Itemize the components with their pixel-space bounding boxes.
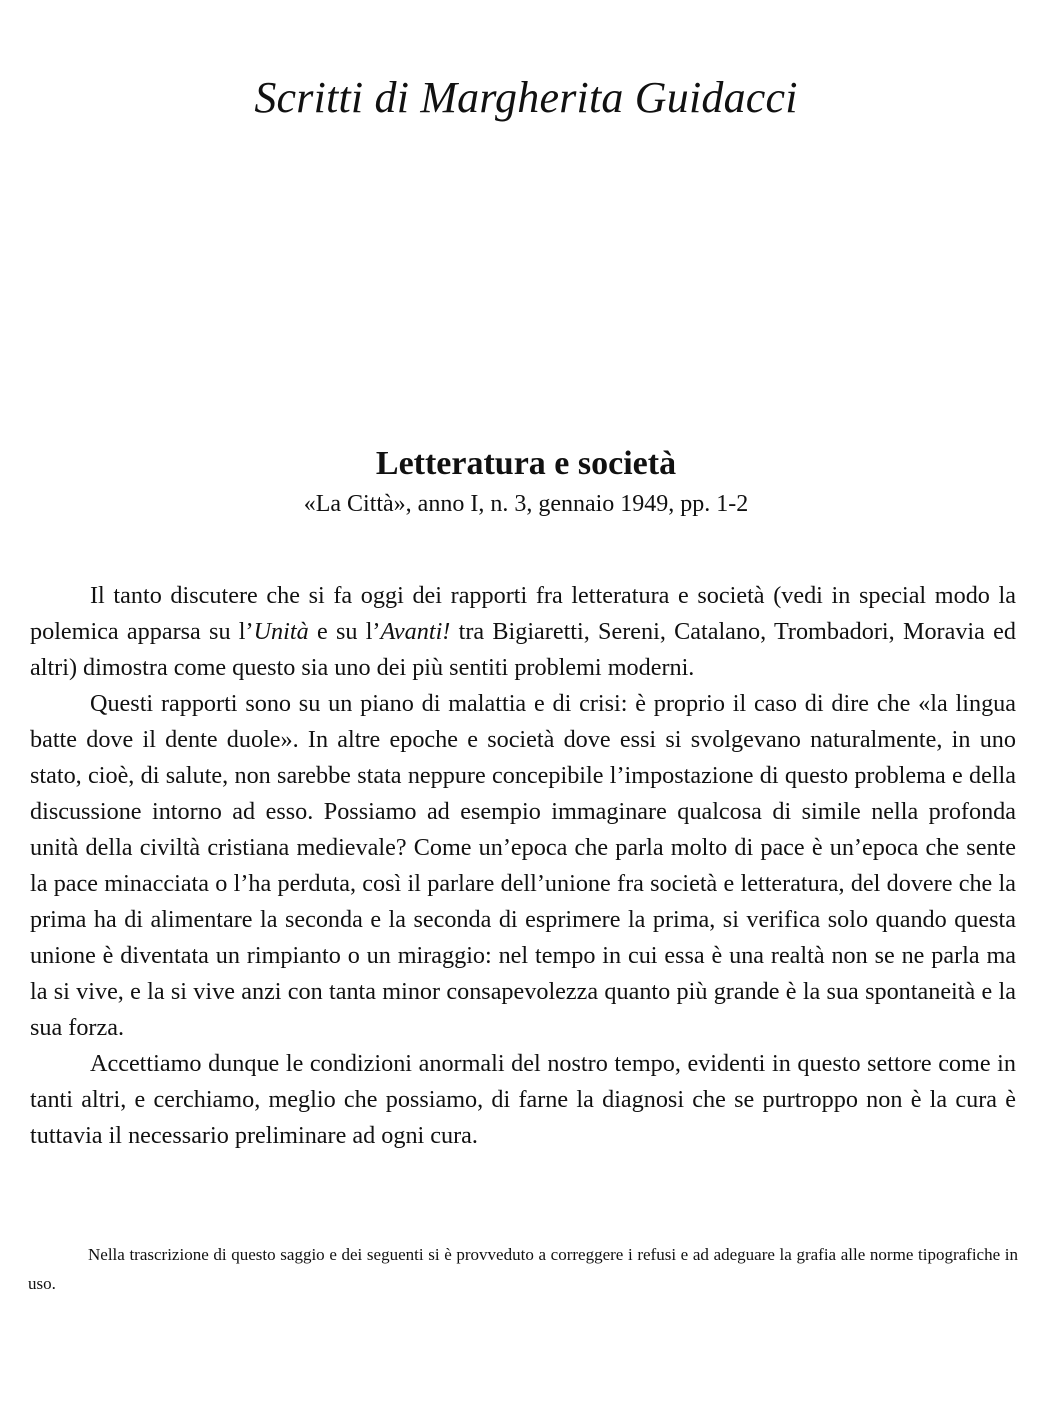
paragraph-1-text-b: e su l’ [308,618,381,645]
paragraph-1 [30,578,1016,686]
paragraph-1-text-c: tra Bigiaretti, Sereni, Catalano, Trombadori, Moravia ed altri) dimostra come questo sia uno dei più sentiti problemi moderni. [30,618,1016,681]
essay-body [30,578,1016,1154]
paragraph-3: Accettiamo dunque le condizioni anormali del nostro tempo, evidenti in questo settore come in tanti altri, e cerchiamo, meglio che possiamo, di farne la diagnosi che se purtroppo non è la cura è tuttavia il necessario preliminare ad ogni cura. [30,1050,1016,1149]
essay-source: «La Città», anno I, n. 3, gennaio 1949, pp. 1-2 [303,491,749,517]
footnote-text: Nella trascrizione di questo saggio e dei seguenti si è provveduto a correggere i refusi e ad adeguare la grafia alle norme tipografiche in uso. [28,1245,1018,1293]
running-title: Scritti di Margherita Guidacci [254,73,798,122]
footnote [28,1240,1018,1298]
paragraph-1-text-a: Il tanto discutere che si fa oggi dei rapporti fra letteratura e società (vedi in special modo la polemica apparsa su l’ [30,582,1016,645]
paragraph-2: Questi rapporti sono su un piano di malattia e di crisi: è proprio il caso di dire che «la lingua batte dove il dente duole». In altre epoche e società dove essi si svolgevano naturalmente, in uno stato, cioè, di salute, non sarebbe stata neppure concepibile l’impostazione di questo problema e della discussione intorno ad esso. Possiamo ad esempio immaginare qualcosa di simile nella profonda unità della civiltà cristiana medievale? Come un’epoca che parla molto di pace è un’epoca che sente la pace minacciata o l’ha perduta, così il parlare dell’unione fra società e letteratura, del dovere che la prima ha di alimentare la seconda e la seconda di esprimere la prima, si verifica solo quando questa unione è diventata un rimpianto o un miraggio: nel tempo in cui essa è una realtà non se ne parla ma la si vive, e la si vive anzi con tanta minor consapevolezza quanto più grande è la sua spontaneità e la sua forza. [30,690,1016,1041]
essay-title: Letteratura e società [375,445,677,482]
newspaper-unita: Unità [253,618,309,645]
newspaper-avanti: Avanti! [380,618,451,645]
